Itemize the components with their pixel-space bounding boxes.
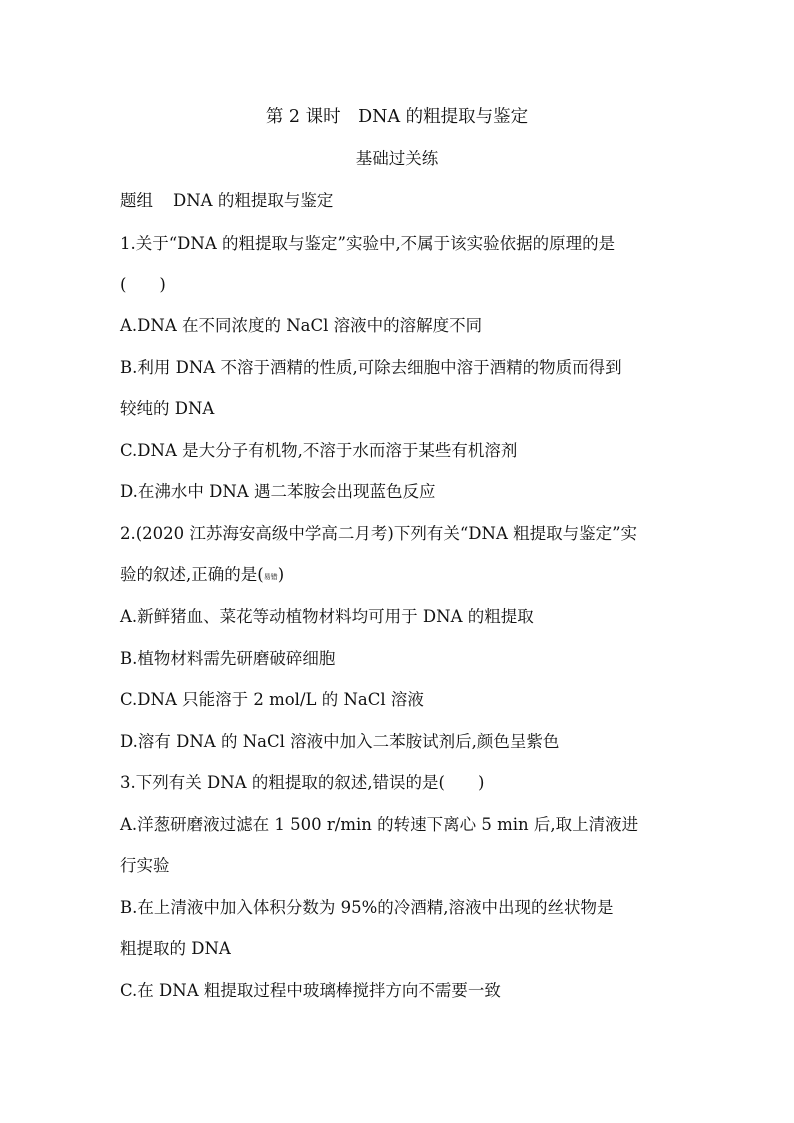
q2-stem-text: 验的叙述,正确的是( bbox=[120, 565, 264, 584]
section-title: 基础过关练 bbox=[355, 149, 439, 168]
q1-option-c: C.DNA 是大分子有机物,不溶于水而溶于某些有机溶剂 bbox=[120, 441, 518, 460]
q3-stem: 3.下列有关 DNA 的粗提取的叙述,错误的是( ) bbox=[120, 773, 485, 792]
q3-option-b-line2: 粗提取的 DNA bbox=[120, 939, 231, 958]
q1-option-d: D.在沸水中 DNA 遇二苯胺会出现蓝色反应 bbox=[120, 482, 436, 501]
q1-option-b-line2: 较纯的 DNA bbox=[120, 399, 215, 418]
question-group-heading bbox=[120, 190, 680, 212]
q2-stem-close: ) bbox=[277, 565, 285, 584]
q2-stem-line1: 2.(2020 江苏海安高级中学高二月考)下列有关“DNA 粗提取与鉴定”实 bbox=[120, 524, 638, 543]
q2-option-b: B.植物材料需先研磨破碎细胞 bbox=[120, 649, 336, 668]
q1-stem-line2: ( ) bbox=[120, 275, 166, 294]
q1-option-a: A.DNA 在不同浓度的 NaCl 溶液中的溶解度不同 bbox=[120, 316, 483, 335]
group-name: DNA 的粗提取与鉴定 bbox=[173, 191, 334, 210]
q2-stem-line2 bbox=[120, 564, 680, 588]
lesson-title: 第 2 课时 DNA 的粗提取与鉴定 bbox=[265, 107, 529, 127]
q2-option-a: A.新鲜猪血、菜花等动植物材料均可用于 DNA 的粗提取 bbox=[120, 607, 534, 626]
q2-option-c: C.DNA 只能溶于 2 mol/L 的 NaCl 溶液 bbox=[120, 690, 424, 709]
q3-option-b-line1: B.在上清液中加入体积分数为 95%的冷酒精,溶液中出现的丝状物是 bbox=[120, 898, 614, 917]
q3-option-c: C.在 DNA 粗提取过程中玻璃棒搅拌方向不需要一致 bbox=[120, 981, 501, 1000]
group-label: 题组 bbox=[120, 191, 153, 210]
q2-option-d: D.溶有 DNA 的 NaCl 溶液中加入二苯胺试剂后,颜色呈紫色 bbox=[120, 732, 560, 751]
q1-option-b-line1: B.利用 DNA 不溶于酒精的性质,可除去细胞中溶于酒精的物质而得到 bbox=[120, 358, 622, 377]
q3-option-a-line1: A.洋葱研磨液过滤在 1 500 r/min 的转速下离心 5 min 后,取上清液进 bbox=[120, 815, 639, 834]
q3-option-a-line2: 行实验 bbox=[120, 856, 170, 875]
error-prone-mark: 易错 bbox=[263, 573, 278, 581]
q1-stem-line1: 1.关于“DNA 的粗提取与鉴定”实验中,不属于该实验依据的原理的是 bbox=[120, 234, 616, 253]
